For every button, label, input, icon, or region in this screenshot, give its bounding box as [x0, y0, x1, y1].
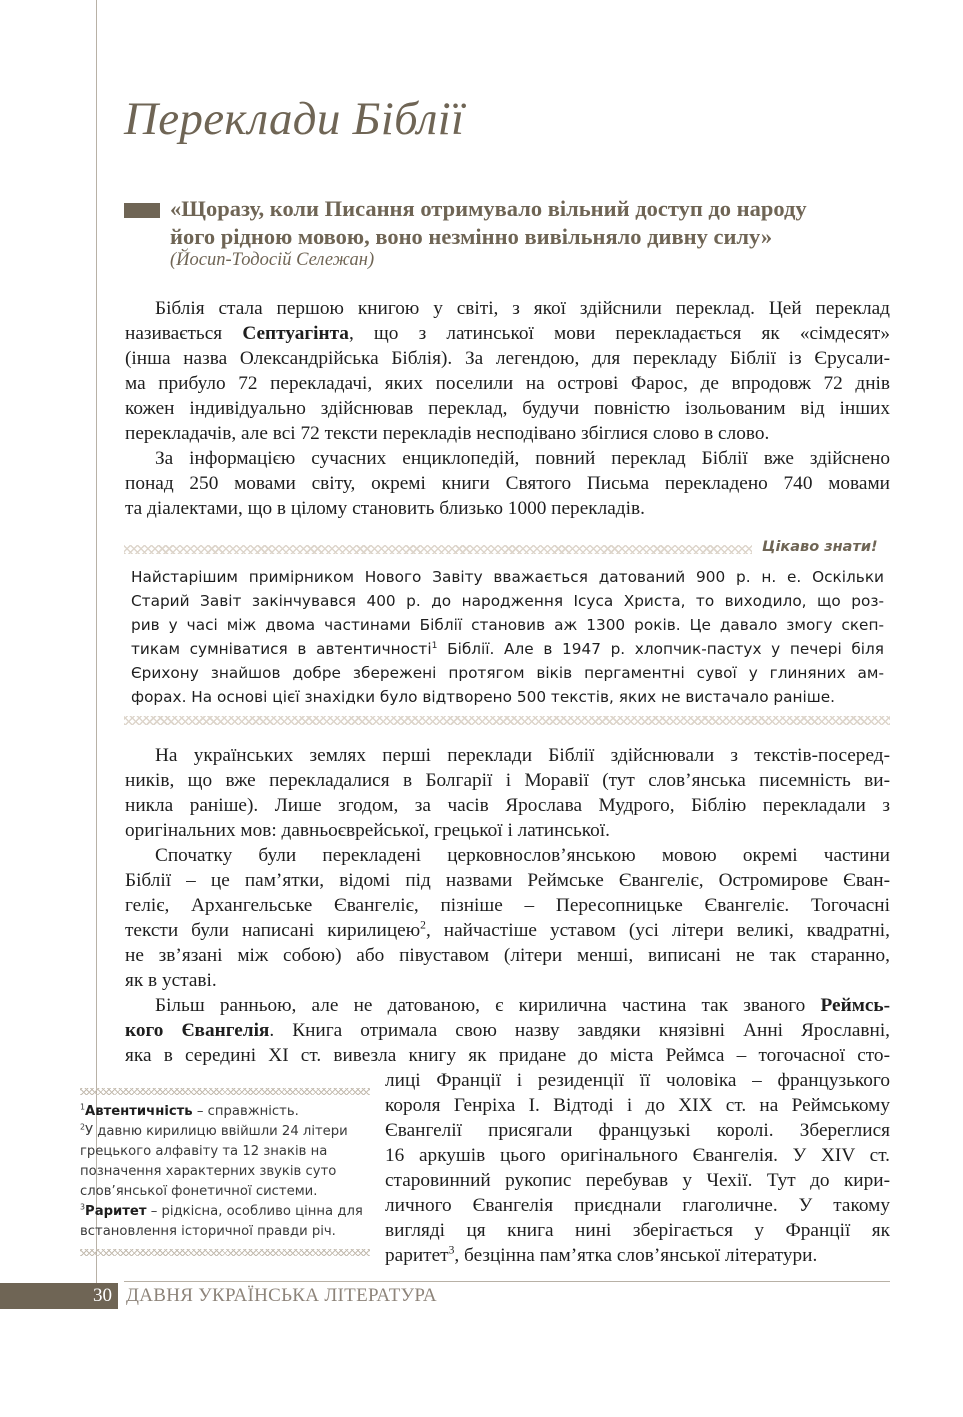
info-line: Найстарішим примірником Нового Завіту вважається датований 900 р. н. е. Оскільки	[131, 568, 884, 586]
footnote-separator	[80, 1249, 370, 1256]
text-fragment: , найчастіше уставом (усі літери великі, квадратні,	[425, 920, 890, 941]
epigraph-line: його рідною мовою, воно незмінно вивільняло дивну силу»	[170, 224, 773, 249]
text-line: никла раніше). Лише згодом, за часів Ярослава Мудрого, Біблію перекладали з	[125, 795, 890, 816]
section-title: ДАВНЯ УКРАЇНСЬКА ЛІТЕРАТУРА	[126, 1285, 437, 1306]
text-line: не зв’язані між собою) або півуставом (літери менші, виписані не так старанно,	[125, 945, 890, 966]
footnote-term: Автентичність	[85, 1104, 193, 1119]
footnote-2	[80, 1122, 348, 1142]
info-line	[131, 637, 884, 661]
text-line: яка в середині XI ст. вивезла книгу як придане до міста Реймса – тогочасної сто-	[125, 1045, 890, 1066]
footnote-ref: 2	[420, 918, 426, 932]
text-line	[125, 1019, 890, 1043]
text-line: Євангелії присягали французькі королі. Збереглися	[385, 1120, 890, 1141]
info-box-label: Цікаво знати!	[762, 539, 878, 555]
text-line: кожен індивідуально здійснював переклад, будучи повністю ізольованим від інших	[125, 398, 890, 419]
text-line: як в уставі.	[125, 970, 217, 991]
text-line: личного Євангелія приєднали глаголичне. У такому	[385, 1195, 890, 1216]
footnote-ref: 1	[431, 639, 438, 651]
footnote-line: слов’янської фонетичної системи.	[80, 1184, 318, 1199]
text-line: 16 аркушів цього оригінального Євангелія. У ХІV ст.	[385, 1145, 890, 1166]
footnote-3	[80, 1202, 363, 1222]
page-title: Переклади Біблії	[124, 93, 465, 145]
text-fragment: Більш ранньою, але не датованою, є кирилична частина так званого	[155, 995, 821, 1016]
footnote-text: – справжність.	[192, 1104, 299, 1119]
text-fragment: , безцінна пам’ятка слов’янської літератури.	[454, 1245, 818, 1266]
text-line: Спочатку були перекладені церковнослов’янською мовою окремі частини	[155, 845, 890, 866]
text-line: вигляді ця книга нині зберігається у Франції як	[385, 1220, 890, 1241]
text-fragment: Біблії. Але в 1947 р. хлопчик-пастух у печері біля	[437, 640, 885, 658]
info-line: Єрихону знайшов добре збережені протягом віків пергаментні сувої у глиняних ам-	[131, 664, 884, 682]
text-line	[125, 919, 890, 943]
info-line: рив у часі між двома частинами Біблії становив аж 1300 років. Це давало змогу скеп-	[131, 616, 884, 634]
footer-rule	[124, 1281, 890, 1282]
text-fragment: тексти були написані кирилицею	[125, 920, 421, 941]
term-septuagint: Септуагінта	[242, 323, 349, 344]
info-line: Старий Завіт закінчувався 400 р. до народження Ісуса Христа, то виходило, що роз-	[131, 592, 884, 610]
ornament-band	[124, 716, 890, 725]
footnote-line: грецького алфавіту та 12 знаків на	[80, 1144, 328, 1159]
text-line: перекладачів, але всі 72 тексти перекладів несподівано збіглися слово в слово.	[125, 423, 770, 444]
footnote-separator	[80, 1088, 370, 1095]
text-line	[155, 994, 890, 1018]
footnote-line: встановлення історичної правди річ.	[80, 1224, 336, 1239]
text-fragment: . Книга отримала свою назву завдяки князівні Анні Ярославні,	[269, 1020, 890, 1041]
text-fragment: , що з латинської мови перекладається як «сімдесят»	[348, 323, 890, 344]
text-line: На українських землях перші переклади Біблії здійснювали з текстів-посеред-	[155, 745, 890, 766]
footnote-term: Раритет	[85, 1204, 147, 1219]
footnote-ref: 3	[448, 1243, 455, 1257]
text-line: та діалектами, що в цілому становить близько 1000 перекладів.	[125, 498, 645, 519]
footnote-line: позначення характерних звуків суто	[80, 1164, 337, 1179]
text-line: оригінальних мов: давньоєврейської, грецької і латинської.	[125, 820, 610, 841]
epigraph-marker	[124, 203, 160, 218]
page-number: 30	[0, 1283, 118, 1309]
text-line: (інша назва Олександрійська Біблія). За легендою, для перекладу Біблії із Єрусали-	[125, 348, 890, 369]
text-line: ма прибуло 72 перекладачі, яких поселили на острові Фарос, де впродовж 72 днів	[125, 373, 890, 394]
footnote-1	[80, 1102, 299, 1122]
footnote-number: 2	[80, 1122, 86, 1132]
text-line: ників, що вже перекладалися в Болгарії і Моравії (тут слов’янська писемність ви-	[125, 770, 890, 791]
epigraph-author: (Йосип-Тодосій Сележан)	[170, 250, 375, 270]
text-line: Біблія стала першою книгою у світі, з якої здійснили переклад. Цей переклад	[155, 298, 890, 319]
epigraph-line: «Щоразу, коли Писання отримувало вільний доступ до народу	[170, 196, 807, 221]
text-line: короля Генріха І. Відтоді і до ХІХ ст. на Реймському	[385, 1095, 890, 1116]
text-line: понад 250 мовами світу, окремі книги Святого Письма перекладено 740 мовами	[125, 473, 890, 494]
text-line: лиці Франції і резиденції її чоловіка – французького	[385, 1070, 890, 1091]
text-fragment: раритет	[385, 1245, 449, 1266]
text-line	[125, 322, 890, 346]
footnote-text: У давню кирилицю ввійшли 24 літери	[85, 1124, 348, 1139]
text-fragment: називається	[125, 323, 243, 344]
text-line: За інформацією сучасних енциклопедій, повний переклад Біблії вже здійснено	[155, 448, 890, 469]
text-line: Біблії – це пам’ятки, відомі під назвами Реймське Євангеліє, Остромирове Єван-	[125, 870, 890, 891]
footnote-number: 3	[80, 1202, 86, 1212]
footnote-number: 1	[80, 1102, 86, 1112]
footnote-text: – рідкісна, особливо цінна для	[146, 1204, 363, 1219]
info-line: форах. На основі цієї знахідки було відтворено 500 текстів, яких не вистачало раніше.	[131, 688, 836, 706]
term-reims-gospel: кого Євангелія	[125, 1020, 270, 1041]
text-line: геліє, Архангельське Євангеліє, пізніше – Пересопницьке Євангеліє. Тогочасні	[125, 895, 890, 916]
term-reims-gospel: Реймсь-	[820, 995, 890, 1016]
text-line	[385, 1244, 890, 1268]
ornament-band	[124, 545, 752, 554]
text-line: старовинний рукопис перебував у Чехії. Тут до кири-	[385, 1170, 890, 1191]
text-fragment: тикам сумніватися в автентичності	[131, 640, 432, 658]
